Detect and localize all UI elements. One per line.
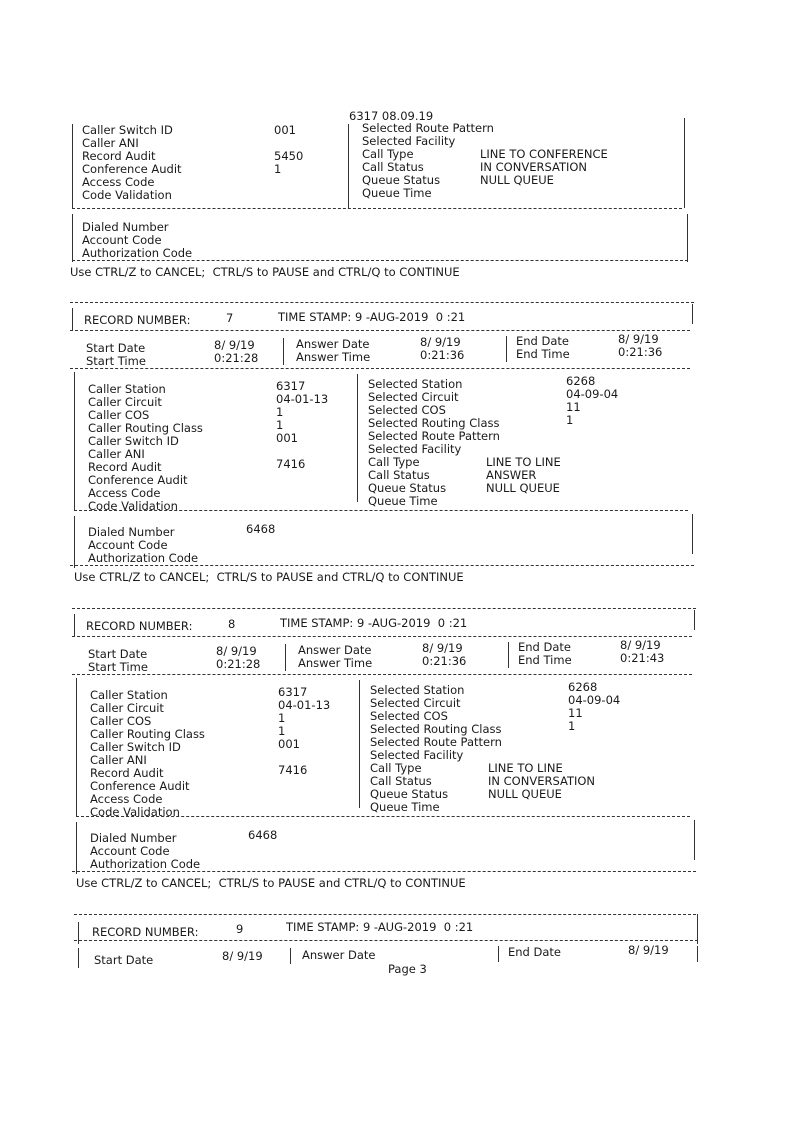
caller-field-value: 7416 bbox=[278, 763, 308, 777]
dial-field-label: Authorization Code bbox=[90, 857, 201, 871]
selected-field-value: 04-09-04 bbox=[568, 693, 621, 707]
dashed-rule bbox=[72, 260, 688, 261]
caller-field-value: 1 bbox=[278, 711, 286, 725]
caller-field-label: Caller Routing Class bbox=[88, 421, 203, 435]
selected-field-label: Selected Routing Class bbox=[368, 416, 500, 430]
caller-field-label: Caller COS bbox=[88, 408, 150, 422]
selected-field-value: NULL QUEUE bbox=[480, 173, 554, 187]
selected-field-label: Selected Circuit bbox=[370, 696, 461, 710]
vertical-rule bbox=[506, 336, 507, 362]
dial-field-label: Account Code bbox=[90, 844, 170, 858]
caller-field-label: Caller Switch ID bbox=[90, 740, 181, 754]
vertical-rule bbox=[684, 118, 685, 208]
selected-field-label: Selected Route Pattern bbox=[362, 121, 494, 135]
end-time: 0:21:36 bbox=[618, 345, 663, 359]
answer-date-label: Answer Date bbox=[298, 643, 372, 657]
caller-field-value: 1 bbox=[276, 405, 284, 419]
dial-field-label: Dialed Number bbox=[88, 525, 175, 539]
caller-field-label: Record Audit bbox=[82, 149, 156, 163]
start-date: 8/ 9/19 bbox=[216, 644, 257, 658]
instruction-line: Use CTRL/Z to CANCEL; CTRL/S to PAUSE and CTRL/Q to CONTINUE bbox=[76, 876, 466, 890]
vertical-rule bbox=[694, 610, 695, 630]
caller-field-label: Caller Switch ID bbox=[82, 123, 173, 137]
dashed-rule bbox=[72, 636, 692, 637]
caller-field-label: Caller Switch ID bbox=[88, 434, 179, 448]
caller-field-label: Access Code bbox=[90, 792, 163, 806]
caller-field-label: Caller ANI bbox=[88, 447, 145, 461]
selected-field-label: Call Status bbox=[370, 774, 432, 788]
caller-field-label: Caller Routing Class bbox=[90, 727, 205, 741]
caller-field-label: Access Code bbox=[82, 175, 155, 189]
selected-field-label: Selected COS bbox=[368, 403, 446, 417]
caller-field-label: Conference Audit bbox=[82, 162, 182, 176]
selected-field-label: Selected Station bbox=[370, 683, 465, 697]
dial-field-label: Authorization Code bbox=[82, 246, 193, 260]
caller-field-label: Caller ANI bbox=[90, 753, 147, 767]
selected-field-value: 04-09-04 bbox=[566, 387, 619, 401]
dial-field-value: 6468 bbox=[246, 522, 276, 536]
vertical-rule bbox=[74, 372, 75, 510]
vertical-rule bbox=[692, 514, 693, 554]
dashed-rule bbox=[70, 565, 694, 566]
start-date: 8/ 9/19 bbox=[214, 338, 255, 352]
caller-field-value: 001 bbox=[274, 123, 296, 137]
selected-field-label: Selected Route Pattern bbox=[370, 735, 502, 749]
vertical-rule bbox=[72, 308, 73, 330]
selected-field-label: Call Type bbox=[368, 455, 420, 469]
dial-field-label: Dialed Number bbox=[90, 831, 177, 845]
caller-field-label: Caller ANI bbox=[82, 136, 139, 150]
vertical-rule bbox=[694, 820, 695, 860]
end-time: 0:21:43 bbox=[620, 651, 665, 665]
record-number-label: RECORD NUMBER: bbox=[84, 313, 191, 327]
selected-field-value: 6268 bbox=[568, 680, 598, 694]
dial-field-label: Account Code bbox=[88, 538, 168, 552]
caller-field-value: 1 bbox=[278, 724, 286, 738]
caller-field-value: 04-01-13 bbox=[278, 698, 331, 712]
selected-field-label: Queue Time bbox=[362, 186, 432, 200]
selected-field-label: Selected Facility bbox=[370, 748, 464, 762]
vertical-rule bbox=[74, 614, 75, 636]
selected-field-value: IN CONVERSATION bbox=[488, 774, 596, 788]
caller-field-label: Record Audit bbox=[88, 460, 162, 474]
vertical-rule bbox=[72, 124, 73, 209]
start-time: 0:21:28 bbox=[216, 657, 261, 671]
start-time-label: Start Time bbox=[86, 354, 146, 368]
vertical-rule bbox=[76, 822, 77, 874]
vertical-rule bbox=[72, 214, 73, 262]
end-time-label: End Time bbox=[518, 653, 572, 667]
instruction-line: Use CTRL/Z to CANCEL; CTRL/S to PAUSE and CTRL/Q to CONTINUE bbox=[74, 570, 464, 584]
selected-field-value: 6268 bbox=[566, 374, 596, 388]
start-date: 8/ 9/19 bbox=[222, 949, 263, 963]
answer-time: 0:21:36 bbox=[422, 654, 467, 668]
end-date-label: End Date bbox=[518, 640, 571, 654]
caller-field-label: Conference Audit bbox=[88, 473, 188, 487]
start-date-label: Start Date bbox=[94, 953, 154, 967]
dashed-rule bbox=[76, 816, 690, 817]
vertical-rule bbox=[498, 946, 499, 962]
page-number: Page 3 bbox=[388, 962, 427, 976]
caller-field-label: Access Code bbox=[88, 486, 161, 500]
caller-field-label: Caller Station bbox=[90, 688, 168, 702]
dashed-rule bbox=[72, 674, 692, 675]
selected-field-label: Call Status bbox=[362, 160, 424, 174]
end-date: 8/ 9/19 bbox=[628, 943, 669, 957]
record-number-label: RECORD NUMBER: bbox=[86, 619, 193, 633]
dashed-rule bbox=[74, 940, 698, 941]
end-date-label: End Date bbox=[516, 334, 569, 348]
record-number: 8 bbox=[228, 617, 236, 631]
selected-field-value: 11 bbox=[568, 706, 583, 720]
answer-date-label: Answer Date bbox=[296, 337, 370, 351]
selected-field-label: Queue Status bbox=[368, 481, 447, 495]
selected-field-value: LINE TO LINE bbox=[488, 761, 563, 775]
vertical-rule bbox=[74, 516, 75, 568]
selected-field-label: Queue Status bbox=[370, 787, 449, 801]
answer-time-label: Answer Time bbox=[296, 350, 371, 364]
time-stamp: TIME STAMP: 9 -AUG-2019 0 :21 bbox=[280, 616, 468, 630]
selected-field-value: IN CONVERSATION bbox=[480, 160, 588, 174]
dashed-rule bbox=[70, 368, 690, 369]
dashed-rule bbox=[70, 302, 694, 303]
dial-field-label: Account Code bbox=[82, 233, 162, 247]
caller-field-label: Record Audit bbox=[90, 766, 164, 780]
dashed-rule bbox=[74, 510, 688, 511]
time-stamp: TIME STAMP: 9 -AUG-2019 0 :21 bbox=[286, 920, 474, 934]
start-date-label: Start Date bbox=[88, 647, 148, 661]
record-number-label: RECORD NUMBER: bbox=[92, 925, 199, 939]
dashed-rule bbox=[74, 914, 696, 915]
end-date-label: End Date bbox=[508, 945, 561, 959]
caller-field-value: 7416 bbox=[276, 457, 306, 471]
dashed-rule bbox=[72, 871, 696, 872]
selected-field-label: Call Type bbox=[362, 147, 414, 161]
selected-field-label: Call Type bbox=[370, 761, 422, 775]
end-date: 8/ 9/19 bbox=[620, 638, 661, 652]
caller-field-value: 04-01-13 bbox=[276, 392, 329, 406]
start-date-label: Start Date bbox=[86, 341, 146, 355]
time-stamp: TIME STAMP: 9 -AUG-2019 0 :21 bbox=[278, 310, 466, 324]
answer-date: 8/ 9/19 bbox=[422, 641, 463, 655]
selected-field-label: Selected Station bbox=[368, 377, 463, 391]
instruction-line: Use CTRL/Z to CANCEL; CTRL/S to PAUSE and CTRL/Q to CONTINUE bbox=[70, 265, 460, 279]
caller-field-label: Caller COS bbox=[90, 714, 152, 728]
vertical-rule bbox=[290, 948, 291, 964]
vertical-rule bbox=[78, 948, 79, 968]
record-number: 9 bbox=[236, 922, 244, 936]
selected-field-value: ANSWER bbox=[486, 468, 537, 482]
selected-field-label: Queue Time bbox=[368, 494, 438, 508]
vertical-rule bbox=[687, 214, 688, 262]
vertical-rule bbox=[357, 374, 358, 502]
record-number: 7 bbox=[226, 311, 234, 325]
answer-time-label: Answer Time bbox=[298, 656, 373, 670]
selected-field-value: NULL QUEUE bbox=[488, 787, 562, 801]
vertical-rule bbox=[283, 338, 284, 365]
dial-field-label: Authorization Code bbox=[88, 551, 199, 565]
caller-field-label: Caller Circuit bbox=[90, 701, 164, 715]
selected-field-value: 11 bbox=[566, 400, 581, 414]
vertical-rule bbox=[508, 642, 509, 668]
caller-field-label: Conference Audit bbox=[90, 779, 190, 793]
caller-field-label: Code Validation bbox=[90, 805, 180, 819]
selected-field-value: 1 bbox=[568, 719, 576, 733]
selected-field-label: Selected Route Pattern bbox=[368, 429, 500, 443]
vertical-rule bbox=[76, 678, 77, 816]
vertical-rule bbox=[697, 946, 698, 962]
caller-field-value: 001 bbox=[278, 737, 300, 751]
dial-field-value: 6468 bbox=[248, 828, 278, 842]
selected-field-label: Selected Circuit bbox=[368, 390, 459, 404]
answer-date: 8/ 9/19 bbox=[420, 335, 461, 349]
caller-field-value: 5450 bbox=[274, 149, 304, 163]
end-time-label: End Time bbox=[516, 347, 570, 361]
caller-field-value: 1 bbox=[274, 162, 282, 176]
caller-field-label: Code Validation bbox=[82, 188, 172, 202]
vertical-rule bbox=[285, 644, 286, 671]
caller-field-value: 6317 bbox=[278, 685, 308, 699]
selected-field-label: Selected COS bbox=[370, 709, 448, 723]
caller-field-label: Caller Circuit bbox=[88, 395, 162, 409]
vertical-rule bbox=[692, 304, 693, 324]
selected-field-label: Queue Status bbox=[362, 173, 441, 187]
selected-field-value: 1 bbox=[566, 413, 574, 427]
answer-time: 0:21:36 bbox=[420, 348, 465, 362]
start-time: 0:21:28 bbox=[214, 351, 259, 365]
start-time-label: Start Time bbox=[88, 660, 148, 674]
selected-field-value: NULL QUEUE bbox=[486, 481, 560, 495]
selected-field-label: Queue Time bbox=[370, 800, 440, 814]
selected-field-label: Selected Facility bbox=[368, 442, 462, 456]
dashed-rule bbox=[70, 330, 690, 331]
vertical-rule bbox=[359, 680, 360, 808]
end-date: 8/ 9/19 bbox=[618, 332, 659, 346]
vertical-rule bbox=[348, 124, 349, 209]
selected-field-label: Call Status bbox=[368, 468, 430, 482]
selected-field-label: Selected Routing Class bbox=[370, 722, 502, 736]
caller-field-label: Code Validation bbox=[88, 499, 178, 513]
dashed-rule bbox=[72, 608, 696, 609]
dial-field-label: Dialed Number bbox=[82, 220, 169, 234]
caller-field-value: 001 bbox=[276, 431, 298, 445]
caller-field-value: 6317 bbox=[276, 379, 306, 393]
caller-field-label: Caller Station bbox=[88, 382, 166, 396]
selected-field-label: Selected Facility bbox=[362, 134, 456, 148]
caller-field-value: 1 bbox=[276, 418, 284, 432]
fragment-header: 6317 08.09.19 bbox=[349, 109, 434, 123]
selected-field-value: LINE TO LINE bbox=[486, 455, 561, 469]
answer-date-label: Answer Date bbox=[302, 948, 376, 962]
dashed-rule bbox=[72, 208, 682, 209]
selected-field-value: LINE TO CONFERENCE bbox=[480, 147, 608, 161]
